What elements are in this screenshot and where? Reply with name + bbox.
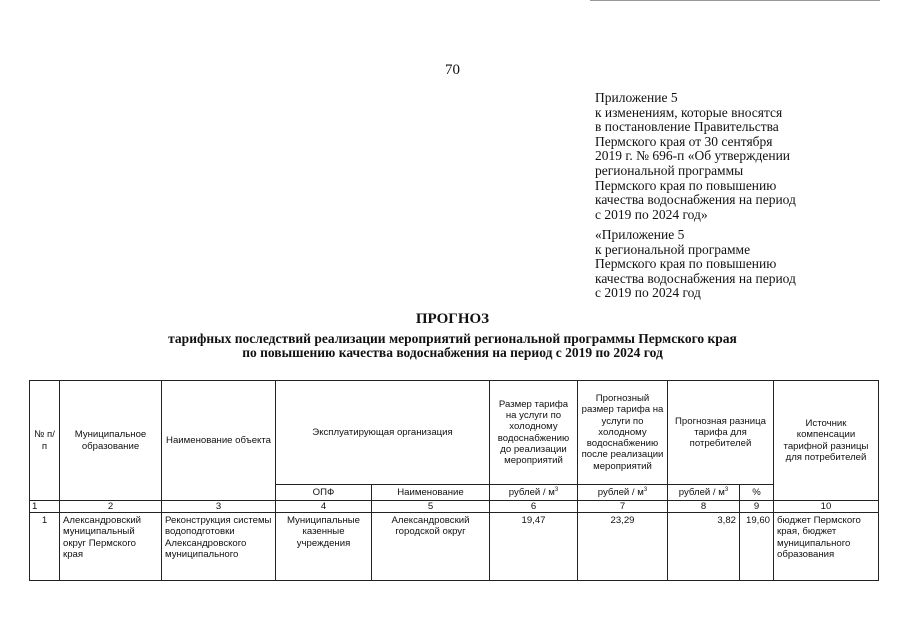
column-number: 1 [30,501,60,513]
header-difference-unit-pct: % [740,485,774,501]
forecast-table [29,380,879,581]
appendix-amendment-line: Приложение 5 [595,90,678,105]
cell-object: Реконструкция системы водоподготовки Александровского муниципального [162,513,276,581]
page-number: 70 [445,62,460,78]
appendix-amendment-line: 2019 г. № 696-п «Об утверждении [595,148,791,164]
header-number: № п/п [30,381,60,501]
unit-exponent: 3 [724,486,729,493]
cell-tariff-before: 19,47 [490,513,578,581]
column-number: 8 [668,501,740,513]
appendix-amendment-line: качества водоснабжения на период [595,192,796,208]
cell-tariff-after: 23,29 [578,513,668,581]
cell-source: бюджет Пермского края, бюджет муниципального образования [774,513,879,581]
appendix-amendment-line: Пермского края от 30 сентября [595,133,773,149]
appendix-amendment-line: к изменениям, которые вносятся [595,104,783,120]
column-number: 9 [740,501,774,513]
column-number-row [30,501,879,513]
appendix-program-line: качества водоснабжения на период [595,270,796,286]
header-municipality: Муниципальное образование [60,381,162,501]
appendix-program-line: с 2019 по 2024 год [595,285,701,301]
column-number: 10 [774,501,879,513]
header-tariff-after: Прогнозный размер тарифа на услуги по холодному водоснабжению после реализации мероприятий [578,381,668,485]
header-operator-opf: ОПФ [276,485,372,501]
header-difference-unit-rub [668,485,740,501]
appendix-amendment-line: в постановление Правительства [595,119,779,135]
column-number: 6 [490,501,578,513]
appendix-amendment-block [595,91,796,222]
appendix-program-line: к региональной программе [595,241,751,257]
document-subtitle-line: по повышению качества водоснабжения на период с 2019 по 2024 год [242,345,663,360]
unit-exponent: 3 [643,486,648,493]
header-tariff-before-unit [490,485,578,501]
unit-label: рублей / м [678,486,725,498]
header-difference: Прогнозная разница тарифа для потребителей [668,381,774,485]
header-tariff-after-unit [578,485,668,501]
header-tariff-before: Размер тарифа на услуги по холодному водоснабжению до реализации мероприятий [490,381,578,485]
document-title: ПРОГНОЗ [415,311,490,327]
appendix-amendment-line: региональной программы [595,162,744,178]
cell-opf: Муниципальные казенные учреждения [276,513,372,581]
unit-exponent: 3 [554,486,559,493]
cell-number: 1 [30,513,60,581]
document-subtitle [0,332,905,360]
document-subtitle-line: тарифных последствий реализации мероприятий региональной программы Пермского края [168,331,737,346]
header-operator: Эксплуатирующая организация [276,381,490,485]
top-edge-line [590,0,880,1]
cell-difference-rub: 3,82 [668,513,740,581]
column-number: 5 [372,501,490,513]
column-number: 7 [578,501,668,513]
appendix-amendment-line: с 2019 по 2024 год» [595,206,708,222]
header-object: Наименование объекта [162,381,276,501]
appendix-program-block [595,228,796,301]
appendix-program-line: «Приложение 5 [595,227,685,242]
appendix-amendment-line: Пермского края по повышению [595,177,777,193]
header-source: Источник компенсации тарифной разницы для потребителей [774,381,879,501]
column-number: 2 [60,501,162,513]
column-number: 3 [162,501,276,513]
cell-municipality: Александровский муниципальный округ Пермского края [60,513,162,581]
unit-label: рублей / м [597,486,644,498]
column-number: 4 [276,501,372,513]
unit-label: рублей / м [508,486,555,498]
appendix-program-line: Пермского края по повышению [595,256,777,272]
header-operator-name: Наименование [372,485,490,501]
cell-operator-name: Александровский городской округ [372,513,490,581]
cell-difference-pct: 19,60 [740,513,774,581]
table-row [30,513,879,581]
